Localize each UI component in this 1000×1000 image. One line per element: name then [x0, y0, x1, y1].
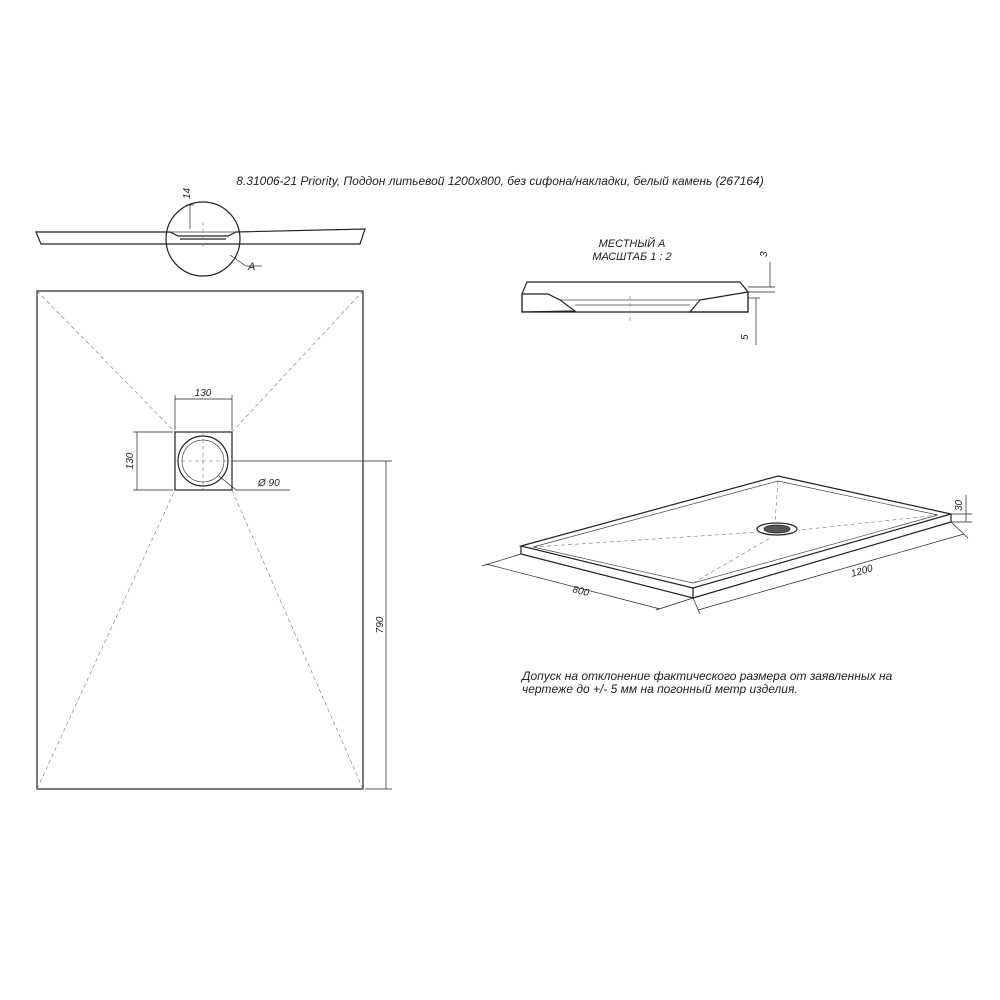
- detail-title: МЕСТНЫЙ А: [598, 238, 666, 250]
- iso-height-dim: 30: [954, 499, 965, 511]
- section-view: [36, 187, 365, 250]
- tray-depth-dim: 790: [375, 616, 386, 634]
- plan-view: [37, 291, 392, 789]
- detail-bottom-dim: 5: [740, 334, 751, 340]
- section-height-label: 14: [182, 187, 193, 199]
- drawing-title: 8.31006-21 Priority, Поддон литьевой 1200х800, без сифона/накладки, белый камень (267164): [236, 174, 764, 188]
- detail-scale: МАСШТАБ 1 : 2: [592, 251, 672, 263]
- tolerance-note: [522, 670, 912, 696]
- iso-length-dim: 1200: [849, 563, 875, 580]
- iso-width-dim: 800: [571, 584, 591, 599]
- drain-width-dim: 130: [194, 388, 212, 399]
- tolerance-note-line1: Допуск на отклонение фактического размера от заявленных на: [522, 669, 893, 683]
- detail-ref-label: A: [248, 261, 256, 273]
- detail-top-dim: 3: [759, 251, 770, 257]
- tolerance-note-line2: чертеже до +/- 5 мм на погонный метр изделия.: [522, 682, 798, 696]
- detail-a-view: [522, 237, 775, 345]
- drain-diameter-dim: Ø 90: [258, 478, 280, 489]
- drain-height-dim: 130: [125, 452, 136, 470]
- isometric-view: [482, 476, 972, 614]
